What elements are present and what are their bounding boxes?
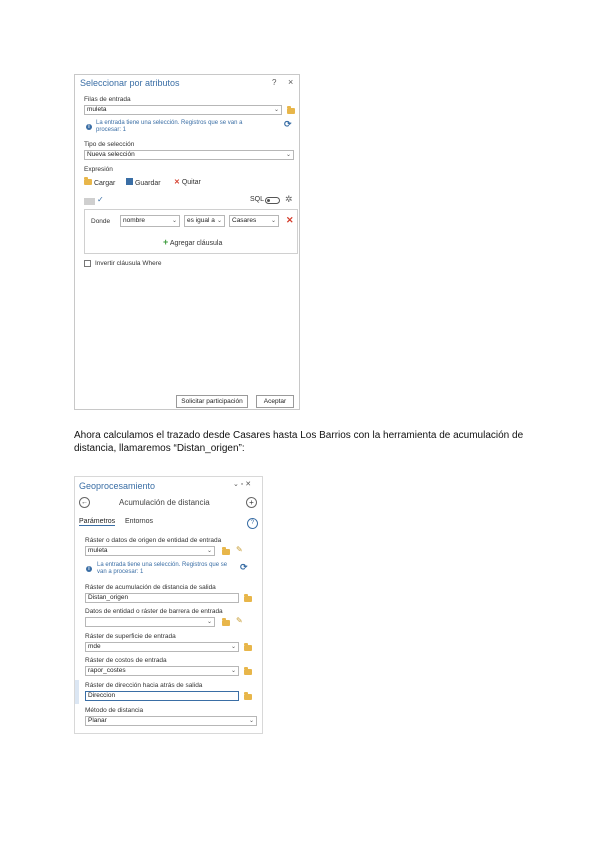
method-label: Método de distancia <box>85 707 144 714</box>
load-button[interactable]: Cargar <box>84 179 115 187</box>
chevron-down-icon: ⌄ <box>270 218 276 224</box>
chevron-down-icon: ⌄ <box>285 152 291 158</box>
chevron-down-icon: ⌄ <box>206 548 212 554</box>
dialog-title: Seleccionar por atributos <box>80 78 180 88</box>
folder-icon[interactable] <box>244 694 252 700</box>
pencil-icon[interactable]: ✎ <box>236 616 243 625</box>
input-rows-select[interactable] <box>84 105 282 115</box>
chevron-down-icon: ⌄ <box>206 619 212 625</box>
cost-select[interactable]: rapor_costes ⌄ <box>85 666 239 676</box>
expression-label: Expresión <box>84 166 113 173</box>
sql-toggle[interactable] <box>265 197 280 204</box>
selection-info-text: La entrada tiene una selección. Registros que se van a procesar: 1 <box>96 120 243 133</box>
remove-button[interactable]: ✕ Quitar <box>174 179 201 186</box>
invert-checkbox[interactable] <box>84 260 91 267</box>
invert-label: Invertir cláusula Where <box>95 260 162 267</box>
pane-controls[interactable]: ⌄ ▫ ✕ <box>233 481 252 488</box>
add-clause-button[interactable]: + Agregar cláusula <box>163 237 223 247</box>
input-rows-label: Filas de entrada <box>84 96 131 103</box>
selection-info-text: La entrada tiene una selección. Registros que se van a procesar: 1 <box>97 562 228 575</box>
pane-title: Geoprocesamiento <box>79 481 156 491</box>
surface-label: Ráster de superficie de entrada <box>85 633 176 640</box>
chevron-down-icon: ⌄ <box>230 644 236 650</box>
input-rows-value: muleta <box>87 106 107 113</box>
add-icon[interactable]: + <box>246 497 257 508</box>
folder-icon <box>84 179 92 185</box>
chevron-down-icon: ⌄ <box>230 668 236 674</box>
folder-icon[interactable] <box>222 549 230 555</box>
close-button[interactable]: × <box>288 77 294 87</box>
clause-box <box>84 209 298 254</box>
selection-type-select[interactable] <box>84 150 294 160</box>
barrier-label: Datos de entidad o ráster de barrera de entrada <box>85 608 223 615</box>
barrier-select[interactable] <box>85 617 215 627</box>
plus-icon: + <box>163 237 169 247</box>
sql-label: SQL <box>250 196 265 203</box>
value-select[interactable]: Casares ⌄ <box>229 215 279 227</box>
chevron-down-icon: ⌄ <box>248 718 254 724</box>
output-distance-label: Ráster de acumulación de distancia de salida <box>85 584 216 591</box>
chevron-down-icon: ⌄ <box>216 218 222 224</box>
cost-label: Ráster de costos de entrada <box>85 657 167 664</box>
request-participation-button[interactable]: Solicitar participación <box>176 395 248 408</box>
tab-parameters[interactable]: Parámetros <box>79 518 116 525</box>
source-select[interactable]: muleta ⌄ <box>85 546 215 556</box>
source-label: Ráster o datos de origen de entidad de entrada <box>85 537 222 544</box>
delete-clause-icon[interactable]: ✕ <box>286 215 294 225</box>
check-icon[interactable]: ✓ <box>97 195 104 204</box>
geoprocessing-pane <box>74 476 263 734</box>
backlink-input[interactable]: Direccion <box>85 691 239 701</box>
where-label: Donde <box>91 218 111 225</box>
settings-gear-icon[interactable]: ✲ <box>285 194 293 204</box>
folder-icon[interactable] <box>244 645 252 651</box>
active-param-marker <box>75 680 79 704</box>
info-icon: i <box>86 124 92 130</box>
tool-title: Acumulación de distancia <box>119 498 210 507</box>
selection-type-label: Tipo de selección <box>84 141 135 148</box>
accept-button[interactable]: Aceptar <box>256 395 294 408</box>
folder-icon[interactable] <box>244 669 252 675</box>
back-arrow-icon[interactable]: ← <box>81 499 88 506</box>
folder-icon[interactable] <box>287 108 295 114</box>
folder-icon[interactable] <box>222 620 230 626</box>
selection-type-value: Nueva selección <box>87 151 135 158</box>
clause-mode-icon[interactable] <box>84 198 95 205</box>
select-by-attributes-dialog <box>74 74 300 410</box>
chevron-down-icon: ⌄ <box>171 218 177 224</box>
operator-select[interactable]: es igual a ⌄ <box>184 215 225 227</box>
field-select[interactable]: nombre ⌄ <box>120 215 180 227</box>
chevron-down-icon: ⌄ <box>273 107 279 113</box>
surface-select[interactable]: mde ⌄ <box>85 642 239 652</box>
body-paragraph: Ahora calculamos el trazado desde Casares hasta Los Barrios con la herramienta de acumulación de distancia, llamaremos “Distan_origen”: <box>74 430 524 454</box>
help-icon[interactable]: ? <box>247 518 258 529</box>
pencil-icon[interactable]: ✎ <box>236 545 243 554</box>
help-button[interactable]: ? <box>272 78 277 87</box>
save-icon <box>126 178 133 185</box>
refresh-icon[interactable]: ⟳ <box>240 562 248 572</box>
backlink-label: Ráster de dirección hacia atrás de salida <box>85 682 203 689</box>
remove-icon: ✕ <box>174 179 180 186</box>
output-distance-input[interactable]: Distan_origen <box>85 593 239 603</box>
method-select[interactable]: Planar ⌄ <box>85 716 257 726</box>
refresh-icon[interactable]: ⟳ <box>284 119 292 129</box>
save-button[interactable]: Guardar <box>126 178 161 187</box>
info-icon: i <box>86 566 92 572</box>
folder-icon[interactable] <box>244 596 252 602</box>
tab-environments[interactable]: Entornos <box>125 518 154 525</box>
